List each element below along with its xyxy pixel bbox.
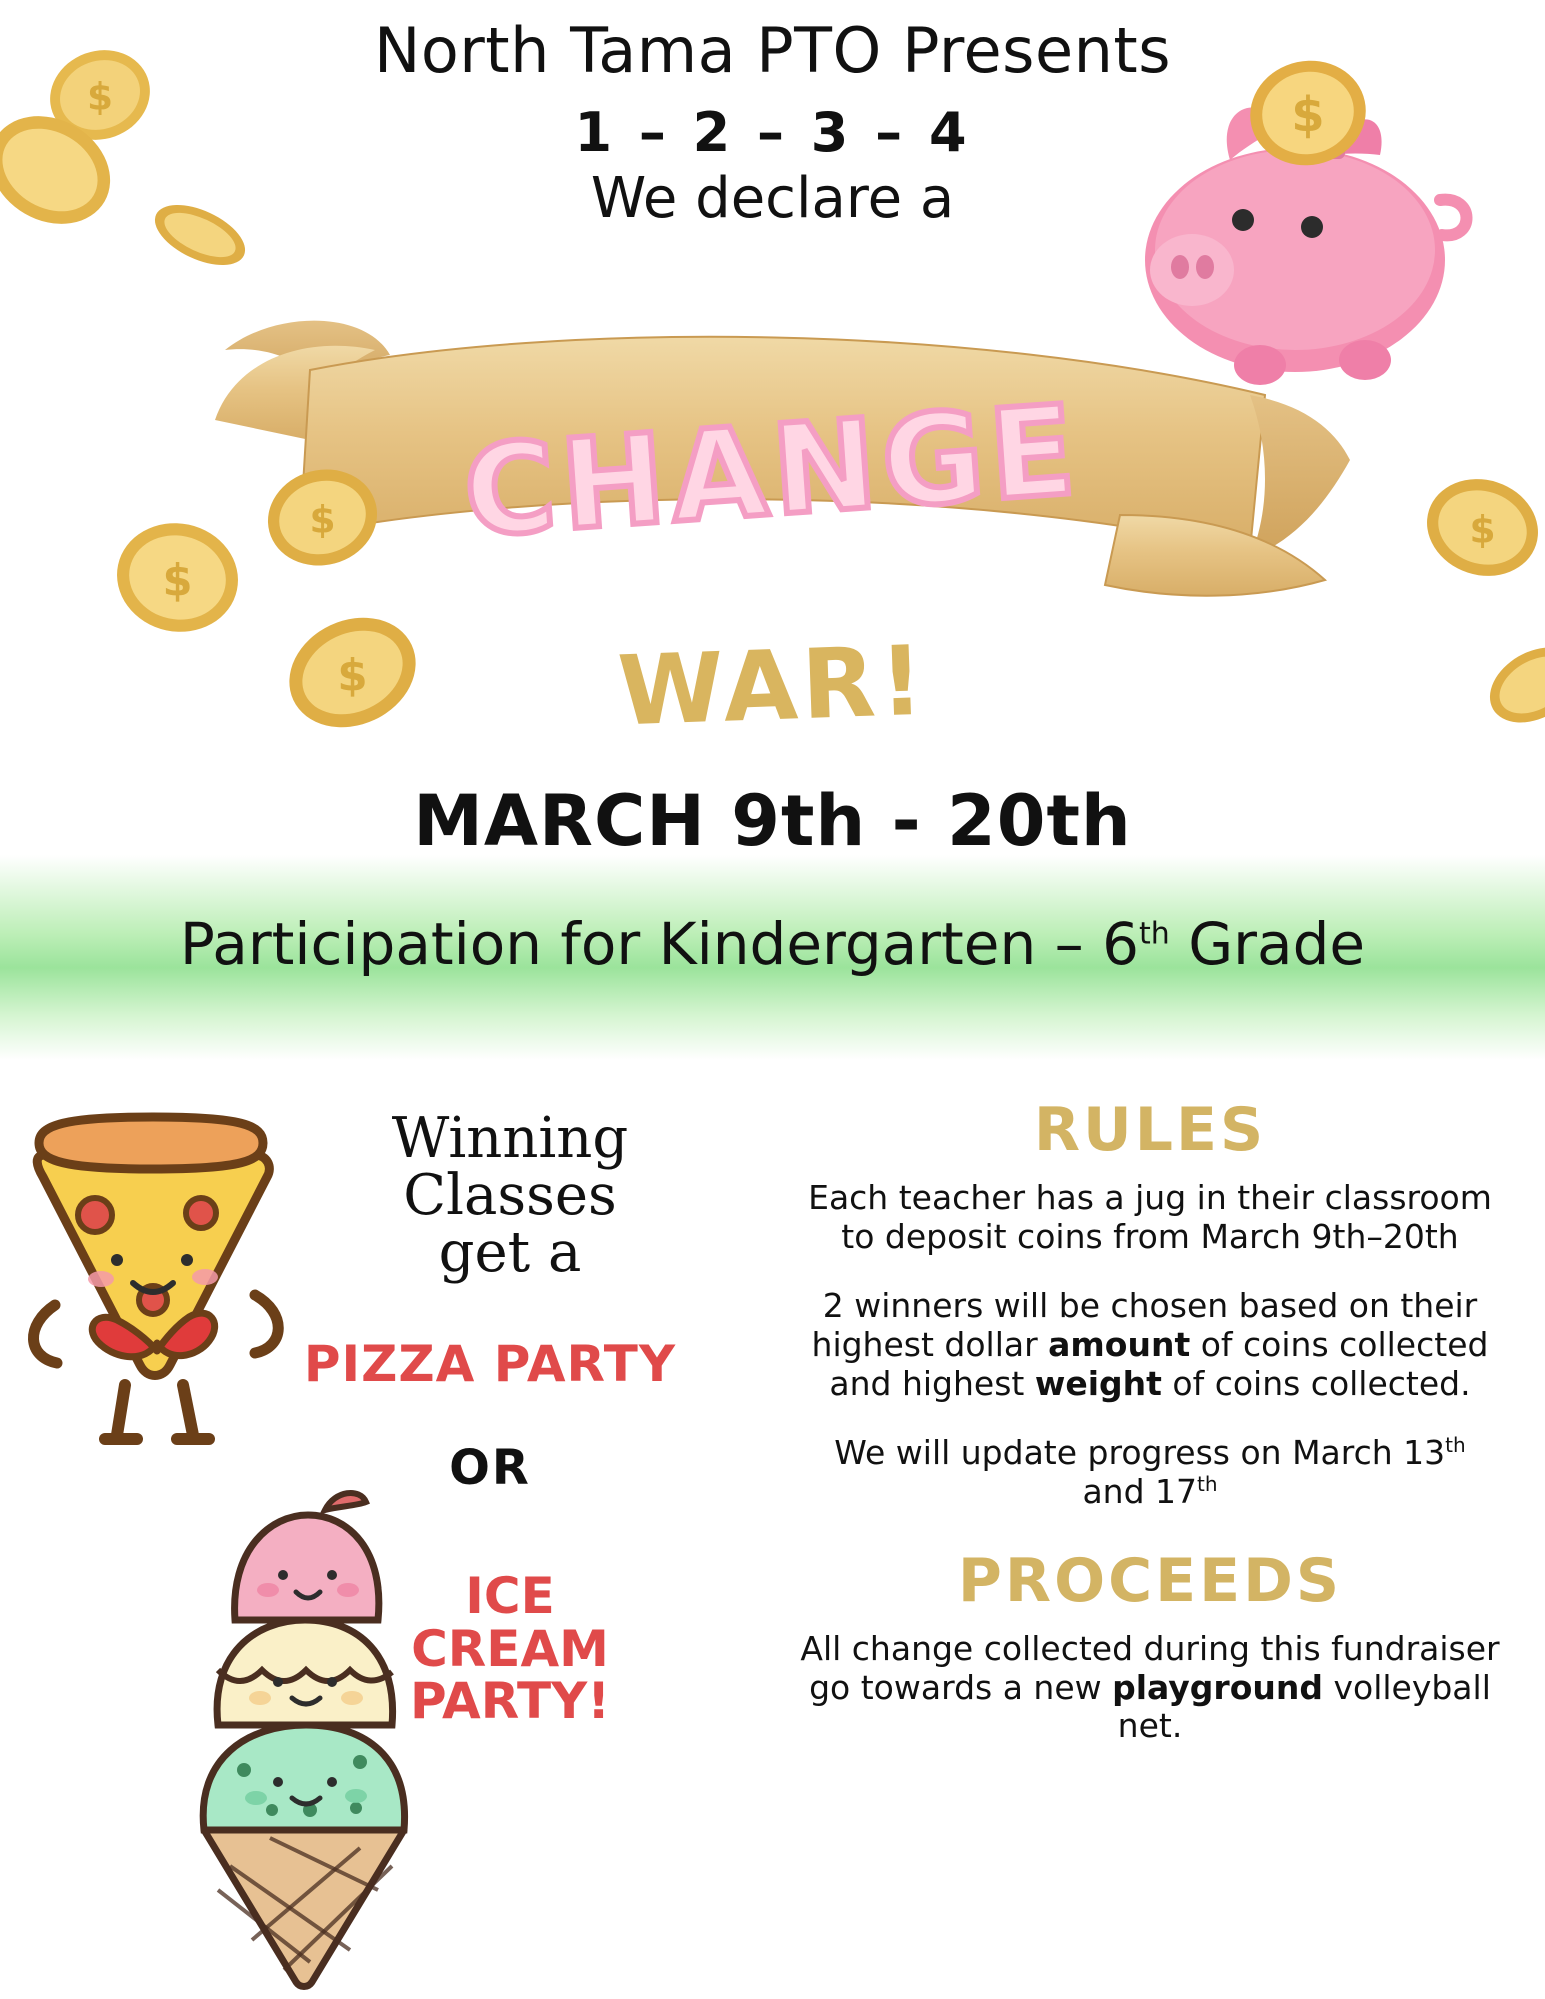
rules-p2-part1: 2 winners will be chosen based on their highest dollar <box>811 1285 1478 1364</box>
proceeds-paragraph <box>800 1630 1500 1747</box>
participation-suffix: Grade <box>1169 910 1366 978</box>
event-dates: MARCH 9th - 20th <box>413 780 1132 862</box>
winning-classes-text <box>300 1106 720 1286</box>
rules-paragraph-1: Each teacher has a jug in their classroom to deposit coins from March 9th–20th <box>808 1178 1492 1256</box>
chant-declare: We declare a <box>590 166 955 232</box>
rules-p3-part2: and 17 <box>1082 1471 1198 1511</box>
ice-cream-line-1: ICE <box>465 1567 555 1625</box>
participation-line <box>0 910 1545 978</box>
ice-cream-line-2: CREAM <box>411 1619 609 1678</box>
winning-line-2: Classes <box>403 1163 617 1229</box>
proceeds-part1: All change collected during this fundraiser go towards a new <box>800 1628 1500 1707</box>
proceeds-bold-playground: playground <box>1112 1667 1323 1707</box>
rules-paragraph-2 <box>800 1287 1500 1404</box>
proceeds-part2: volleyball net. <box>1117 1667 1491 1746</box>
banner-war-word: WAR! <box>615 624 930 748</box>
ice-cream-line-3: PARTY! <box>409 1672 611 1730</box>
svg-text:$: $ <box>162 556 193 607</box>
rules-p2-bold-weight: weight <box>1034 1363 1162 1403</box>
winning-line-3: get a <box>438 1220 582 1286</box>
svg-text:$: $ <box>1291 87 1325 143</box>
pizza-slice-icon <box>5 1095 305 1455</box>
banner-change-word: CHANGE <box>459 378 1086 566</box>
participation-prefix: Participation for Kindergarten – 6 <box>179 910 1140 978</box>
pizza-party-label: PIZZA PARTY <box>303 1335 677 1393</box>
rules-paragraph-3 <box>800 1434 1500 1512</box>
poster-header <box>0 14 1545 232</box>
rules-p3-sup1: th <box>1445 1432 1466 1457</box>
svg-text:$: $ <box>86 74 114 119</box>
page-title: North Tama PTO Presents <box>373 14 1171 87</box>
proceeds-heading: PROCEEDS <box>957 1545 1343 1616</box>
svg-text:$: $ <box>337 650 368 701</box>
participation-sup: th <box>1139 916 1170 952</box>
svg-text:$: $ <box>1469 507 1496 552</box>
ice-cream-party-label <box>330 1567 690 1730</box>
rules-heading: RULES <box>1033 1095 1267 1165</box>
rules-p2-part3: of coins collected. <box>1161 1363 1471 1403</box>
rules-p2-bold-amount: amount <box>1048 1324 1191 1364</box>
rules-p2-part2: of coins collected and highest <box>829 1324 1489 1403</box>
rules-p3-part1: We will update progress on March 13 <box>834 1432 1446 1472</box>
rules-and-proceeds-column <box>800 1095 1500 1776</box>
ice-cream-cone-icon <box>160 1470 450 1990</box>
svg-text:$: $ <box>309 497 336 542</box>
rules-p3-sup2: th <box>1197 1471 1218 1496</box>
or-label: OR <box>449 1440 531 1496</box>
winning-line-1: Winning <box>391 1106 629 1171</box>
chant-numbers: 1 – 2 – 3 – 4 <box>574 101 971 165</box>
